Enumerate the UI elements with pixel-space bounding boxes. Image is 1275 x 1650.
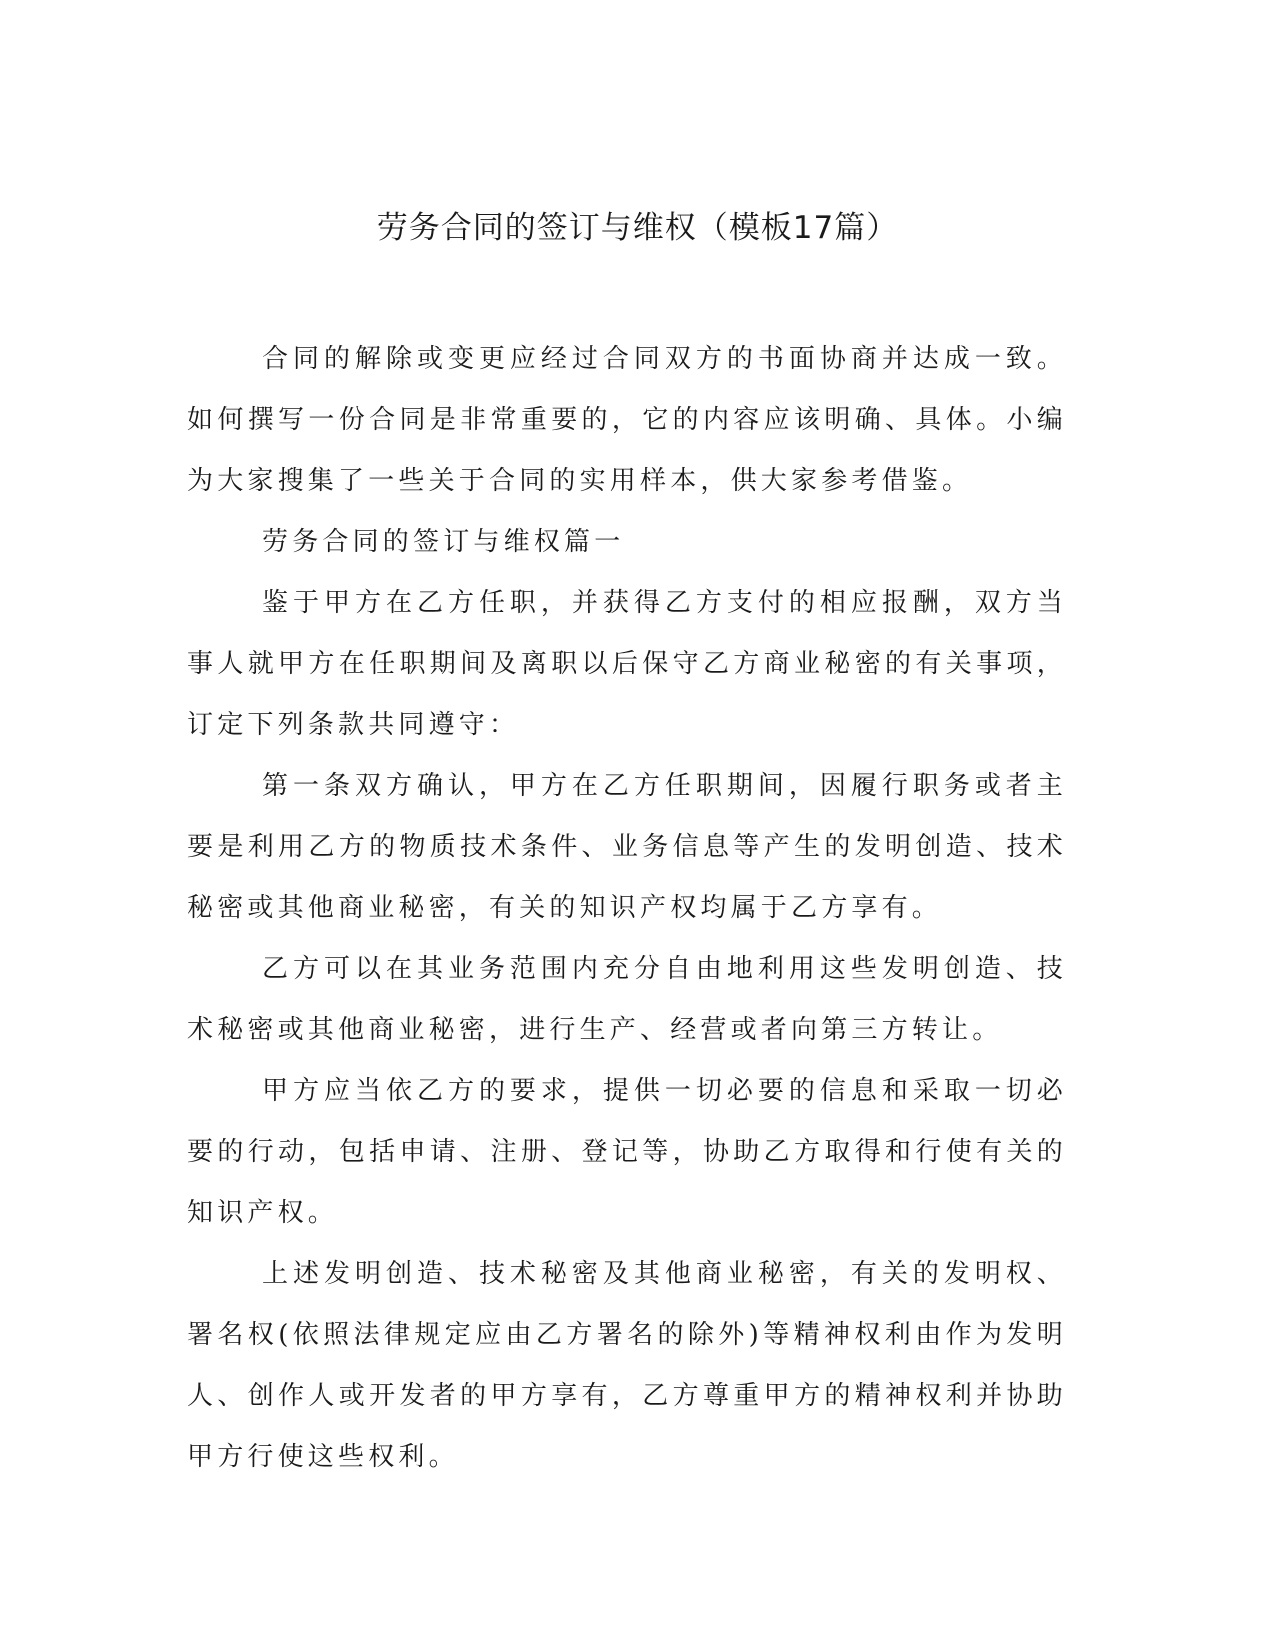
- paragraph-intro: 合同的解除或变更应经过合同双方的书面协商并达成一致。如何撰写一份合同是非常重要的，它的内容应该明确、具体。小编为大家搜集了一些关于合同的实用样本，供大家参考借鉴。: [187, 344, 1067, 496]
- paragraph-moral-rights: 上述发明创造、技术秘密及其他商业秘密，有关的发明权、署名权(依照法律规定应由乙方署名的除外)等精神权利由作为发明人、创作人或开发者的甲方享有，乙方尊重甲方的精神权利并协助甲方行使这些权利。: [187, 1259, 1067, 1472]
- document-title: 劳务合同的签订与维权（模板17篇）: [376, 210, 899, 246]
- paragraph-preamble: 鉴于甲方在乙方任职，并获得乙方支付的相应报酬，双方当事人就甲方在任职期间及离职以后保守乙方商业秘密的有关事项，订定下列条款共同遵守：: [187, 588, 1067, 740]
- section-heading: 劳务合同的签订与维权篇一: [262, 527, 625, 557]
- paragraph-cooperation: 甲方应当依乙方的要求，提供一切必要的信息和采取一切必要的行动，包括申请、注册、登记等，协助乙方取得和行使有关的知识产权。: [187, 1076, 1067, 1228]
- paragraph-article-1: 第一条双方确认，甲方在乙方任职期间，因履行职务或者主要是利用乙方的物质技术条件、业务信息等产生的发明创造、技术秘密或其他商业秘密，有关的知识产权均属于乙方享有。: [187, 771, 1067, 923]
- paragraph-usage-rights: 乙方可以在其业务范围内充分自由地利用这些发明创造、技术秘密或其他商业秘密，进行生产、经营或者向第三方转让。: [187, 954, 1067, 1045]
- document-body: [187, 329, 1067, 1488]
